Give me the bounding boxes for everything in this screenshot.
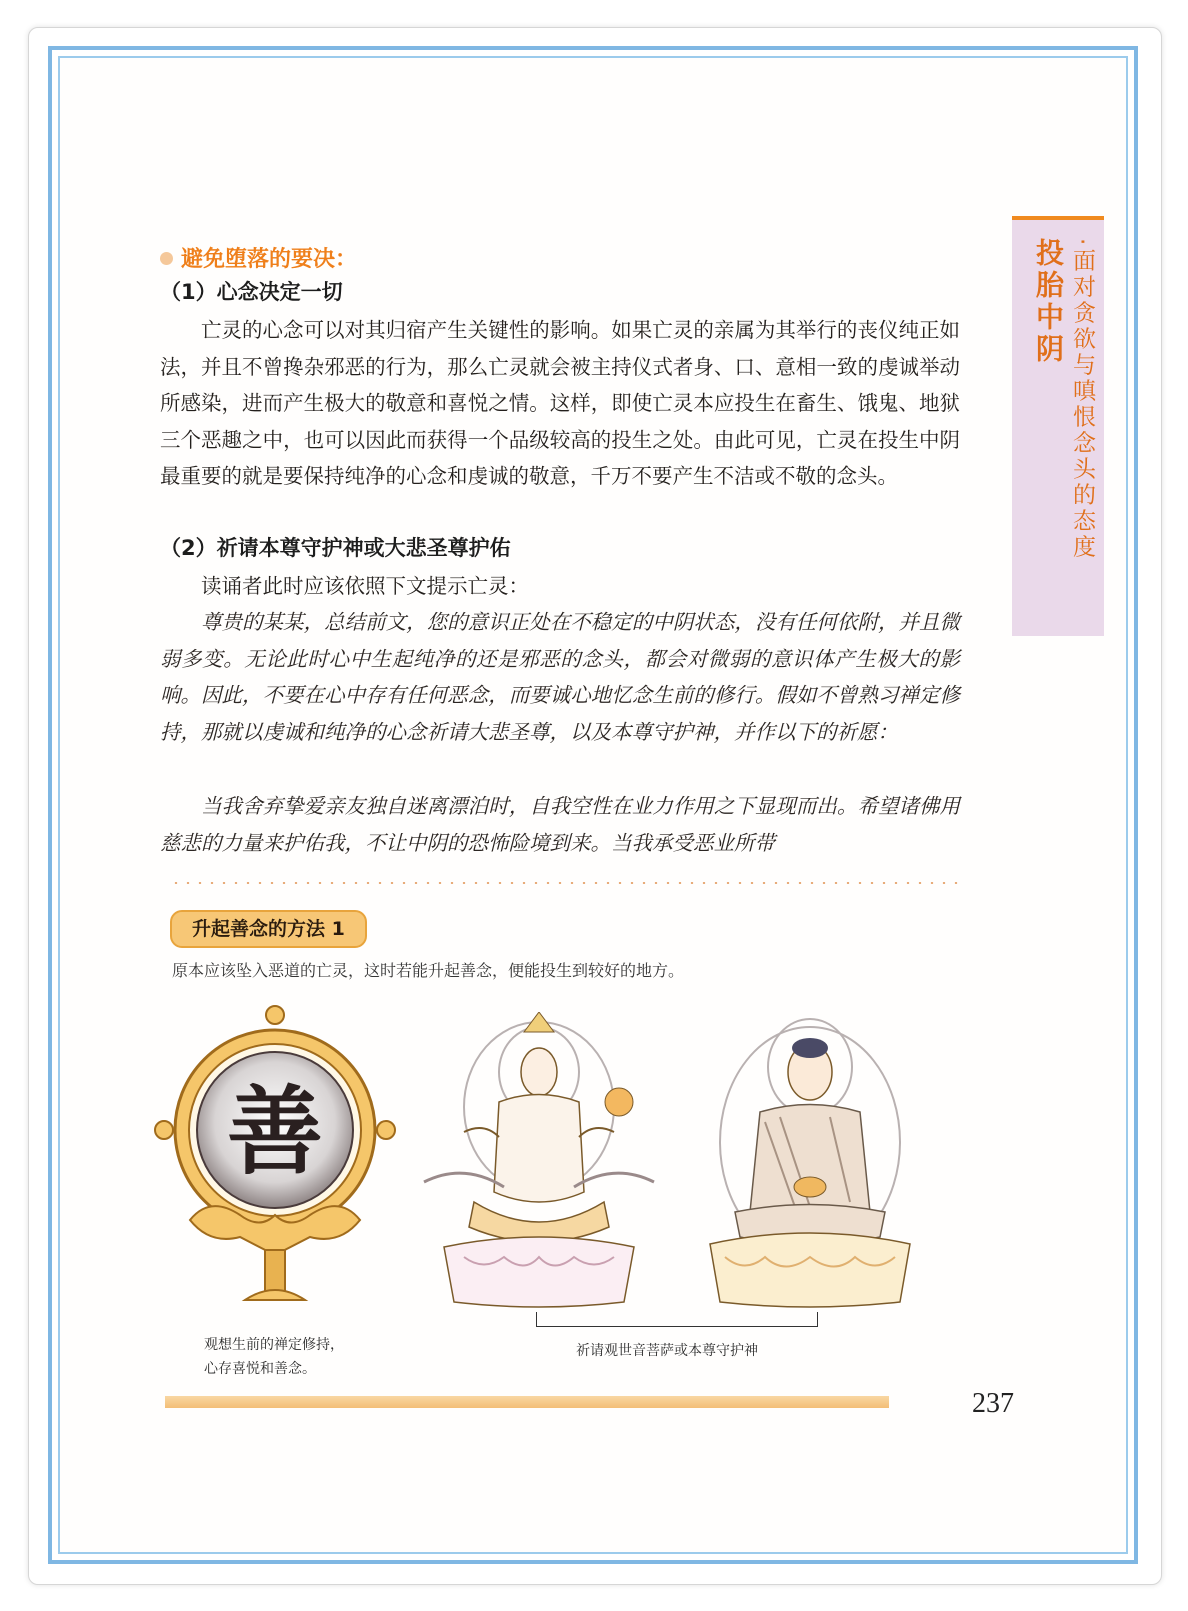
bullet-icon bbox=[160, 252, 173, 265]
emblem-character: 善 bbox=[227, 1075, 323, 1188]
method-label: 升起善念的方法 1 bbox=[170, 910, 367, 948]
side-tab-subtitle-text: 面对贪欲与嗔恨念头的态度 bbox=[1069, 248, 1095, 561]
paragraph-2: 读诵者此时应该依照下文提示亡灵： bbox=[201, 574, 529, 598]
avalokiteshvara-illustration bbox=[404, 1012, 664, 1312]
dotted-divider bbox=[170, 882, 960, 884]
subheading-1: （1）心念决定一切 bbox=[160, 280, 343, 304]
method-description: 原本应该坠入恶道的亡灵，这时若能升起善念，便能投生到较好的地方。 bbox=[172, 961, 685, 980]
caption-emblem bbox=[204, 1333, 344, 1381]
side-tab-title: 投胎中阴 bbox=[1032, 238, 1065, 366]
chapter-side-tab bbox=[1012, 216, 1104, 636]
side-tab-subtitle bbox=[1066, 238, 1099, 560]
caption-emblem-line1: 观想生前的禅定修持， bbox=[204, 1337, 344, 1353]
paragraph-3: 尊贵的某某，总结前文，您的意识正处在不稳定的中阴状态，没有任何依附，并且微弱多变。无论此时心中生起纯净的还是邪恶的念头，都会对微弱的意识体产生极大的影响。因此，不要在心中存有任何恶念，而要诚心地忆念生前的修行。假如不曾熟习禅定修持，那就以虔诚和纯净的心念祈请大悲圣尊，以及本尊守护神，并作以下的祈愿： bbox=[160, 610, 960, 744]
section-title-text: 避免堕落的要决： bbox=[181, 247, 358, 272]
caption-emblem-line2: 心存喜悦和善念。 bbox=[204, 1361, 316, 1377]
buddha-illustration bbox=[700, 1012, 940, 1312]
page-number: 237 bbox=[972, 1388, 1014, 1419]
subheading-2: （2）祈请本尊守护神或大悲圣尊护佑 bbox=[160, 536, 511, 560]
caption-figures: 祈请观世音菩萨或本尊守护神 bbox=[576, 1343, 758, 1359]
footer-bar bbox=[165, 1396, 889, 1408]
emblem-illustration bbox=[150, 1005, 400, 1315]
section-title bbox=[160, 242, 357, 273]
side-tab-separator: · bbox=[1069, 238, 1095, 249]
paragraph-4: 当我舍弃挚爱亲友独自迷离漂泊时，自我空性在业力作用之下显现而出。希望诸佛用慈悲的力量来护佑我，不让中阴的恐怖险境到来。当我承受恶业所带 bbox=[160, 794, 960, 855]
paragraph-1: 亡灵的心念可以对其归宿产生关键性的影响。如果亡灵的亲属为其举行的丧仪纯正如法，并且不曾搀杂邪恶的行为，那么亡灵就会被主持仪式者身、口、意相一致的虔诚举动所感染，进而产生极大的敬意和喜悦之情。这样，即使亡灵本应投生在畜生、饿鬼、地狱三个恶趣之中，也可以因此而获得一个品级较高的投生之处。由此可见，亡灵在投生中阴最重要的就是要保持纯净的心念和虔诚的敬意，千万不要产生不洁或不敬的念头。 bbox=[160, 318, 960, 489]
caption-bracket bbox=[536, 1312, 818, 1327]
